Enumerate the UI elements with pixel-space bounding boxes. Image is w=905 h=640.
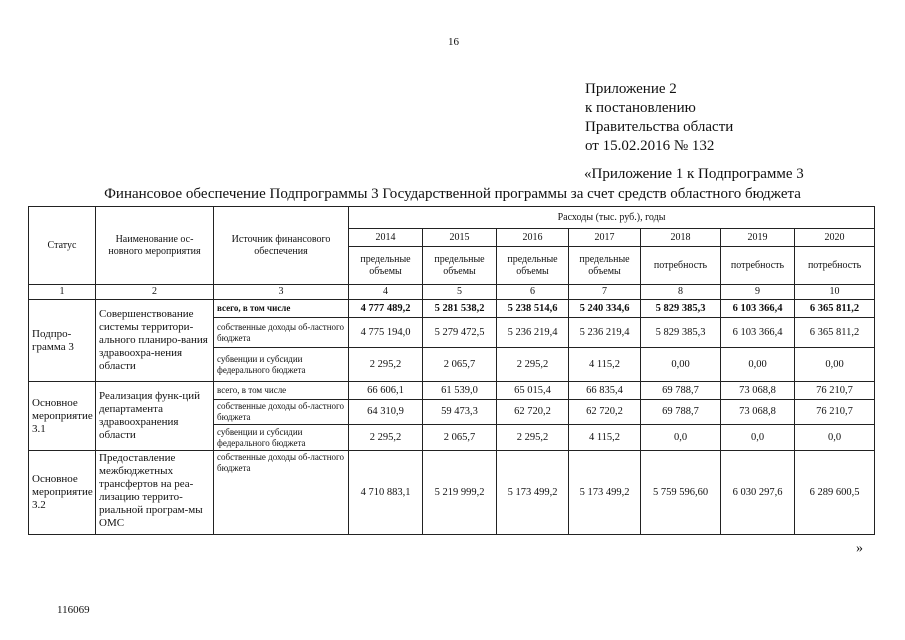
appendix-subtitle: «Приложение 1 к Подпрограмме 3: [584, 166, 804, 182]
value-cell: 5 829 385,3: [641, 300, 721, 318]
appendix-line: Правительства области: [585, 119, 734, 135]
document-title: Финансовое обеспечение Подпрограммы 3 Государственной программы за счет средств областного бюджета: [104, 186, 801, 202]
value-cell: 5 173 499,2: [569, 451, 641, 535]
value-cell: 0,0: [721, 425, 795, 451]
value-cell: 6 365 811,2: [795, 300, 875, 318]
value-cell: 0,0: [795, 425, 875, 451]
value-cell: 59 473,3: [423, 400, 497, 425]
header-year: 2019: [721, 229, 795, 247]
value-cell: 65 015,4: [497, 382, 569, 400]
value-cell: 5 238 514,6: [497, 300, 569, 318]
value-cell: 5 279 472,5: [423, 318, 497, 348]
header-year: 2018: [641, 229, 721, 247]
value-cell: 5 281 538,2: [423, 300, 497, 318]
header-type: предельные объемы: [349, 247, 423, 285]
value-cell: 6 103 366,4: [721, 300, 795, 318]
value-cell: 5 219 999,2: [423, 451, 497, 535]
value-cell: 76 210,7: [795, 382, 875, 400]
value-cell: 4 775 194,0: [349, 318, 423, 348]
value-cell: 66 835,4: [569, 382, 641, 400]
value-cell: 69 788,7: [641, 382, 721, 400]
header-event-name: Наименование ос-новного мероприятия: [96, 207, 214, 285]
header-type: предельные объемы: [569, 247, 641, 285]
value-cell: 4 710 883,1: [349, 451, 423, 535]
value-cell: 69 788,7: [641, 400, 721, 425]
value-cell: 5 236 219,4: [569, 318, 641, 348]
value-cell: 73 068,8: [721, 400, 795, 425]
table-row: [29, 451, 875, 535]
value-cell: 6 365 811,2: [795, 318, 875, 348]
value-cell: 4 777 489,2: [349, 300, 423, 318]
value-cell: 61 539,0: [423, 382, 497, 400]
value-cell: 73 068,8: [721, 382, 795, 400]
header-year: 2017: [569, 229, 641, 247]
value-cell: 5 236 219,4: [497, 318, 569, 348]
row-status: Основное мероприятие 3.2: [29, 451, 96, 535]
column-number: 2: [96, 285, 214, 300]
appendix-header: [585, 80, 733, 156]
header-expenses: Расходы (тыс. руб.), годы: [349, 207, 875, 229]
value-cell: 66 606,1: [349, 382, 423, 400]
document-code: 116069: [57, 604, 90, 616]
header-year: 2015: [423, 229, 497, 247]
header-type: предельные объемы: [497, 247, 569, 285]
row-event-name: Предоставление межбюджетных трансфертов на реа-лизацию террито-риальной програм-мы ОМС: [96, 451, 214, 535]
header-year: 2020: [795, 229, 875, 247]
value-cell: 2 065,7: [423, 348, 497, 382]
column-number: 8: [641, 285, 721, 300]
row-source: всего, в том числе: [214, 300, 349, 318]
appendix-line: к постановлению: [585, 100, 696, 116]
value-cell: 4 115,2: [569, 348, 641, 382]
header-status: Статус: [29, 207, 96, 285]
value-cell: 5 759 596,60: [641, 451, 721, 535]
row-status: Основное мероприятие 3.1: [29, 382, 96, 451]
column-number: 5: [423, 285, 497, 300]
value-cell: 2 065,7: [423, 425, 497, 451]
appendix-line: Приложение 2: [585, 81, 677, 97]
row-source: собственные доходы об-ластного бюджета: [214, 318, 349, 348]
value-cell: 0,0: [641, 425, 721, 451]
header-year: 2014: [349, 229, 423, 247]
value-cell: 5 829 385,3: [641, 318, 721, 348]
column-number: 4: [349, 285, 423, 300]
value-cell: 6 030 297,6: [721, 451, 795, 535]
value-cell: 62 720,2: [497, 400, 569, 425]
row-event-name: Совершенствование системы территори-ального планиро-вания здравоохра-нения области: [96, 300, 214, 382]
row-source: собственные доходы об-ластного бюджета: [214, 451, 349, 535]
column-numbers-row: [29, 285, 875, 300]
row-source: собственные доходы об-ластного бюджета: [214, 400, 349, 425]
value-cell: 0,00: [641, 348, 721, 382]
column-number: 9: [721, 285, 795, 300]
value-cell: 2 295,2: [349, 425, 423, 451]
header-year: 2016: [497, 229, 569, 247]
value-cell: 62 720,2: [569, 400, 641, 425]
header-row: [29, 207, 875, 229]
row-source: всего, в том числе: [214, 382, 349, 400]
row-event-name: Реализация функ-ций департамента здравоохранения области: [96, 382, 214, 451]
column-number: 6: [497, 285, 569, 300]
row-source: субвенции и субсидии федерального бюджета: [214, 348, 349, 382]
column-number: 1: [29, 285, 96, 300]
value-cell: 6 289 600,5: [795, 451, 875, 535]
table-row: [29, 300, 875, 318]
column-number: 7: [569, 285, 641, 300]
header-type: потребность: [795, 247, 875, 285]
table-row: [29, 382, 875, 400]
financing-table: [28, 206, 875, 535]
value-cell: 76 210,7: [795, 400, 875, 425]
header-type: потребность: [721, 247, 795, 285]
value-cell: 2 295,2: [497, 348, 569, 382]
page-number: 16: [448, 36, 459, 48]
row-status: Подпро-грамма 3: [29, 300, 96, 382]
header-type: предельные объемы: [423, 247, 497, 285]
header-type: потребность: [641, 247, 721, 285]
closing-quote: »: [856, 541, 863, 556]
appendix-line: от 15.02.2016 № 132: [585, 138, 715, 154]
value-cell: 4 115,2: [569, 425, 641, 451]
value-cell: 2 295,2: [349, 348, 423, 382]
value-cell: 0,00: [795, 348, 875, 382]
header-source: Источник финансового обеспечения: [214, 207, 349, 285]
value-cell: 64 310,9: [349, 400, 423, 425]
value-cell: 0,00: [721, 348, 795, 382]
column-number: 10: [795, 285, 875, 300]
value-cell: 5 173 499,2: [497, 451, 569, 535]
row-source: субвенции и субсидии федерального бюджета: [214, 425, 349, 451]
value-cell: 2 295,2: [497, 425, 569, 451]
column-number: 3: [214, 285, 349, 300]
value-cell: 6 103 366,4: [721, 318, 795, 348]
value-cell: 5 240 334,6: [569, 300, 641, 318]
